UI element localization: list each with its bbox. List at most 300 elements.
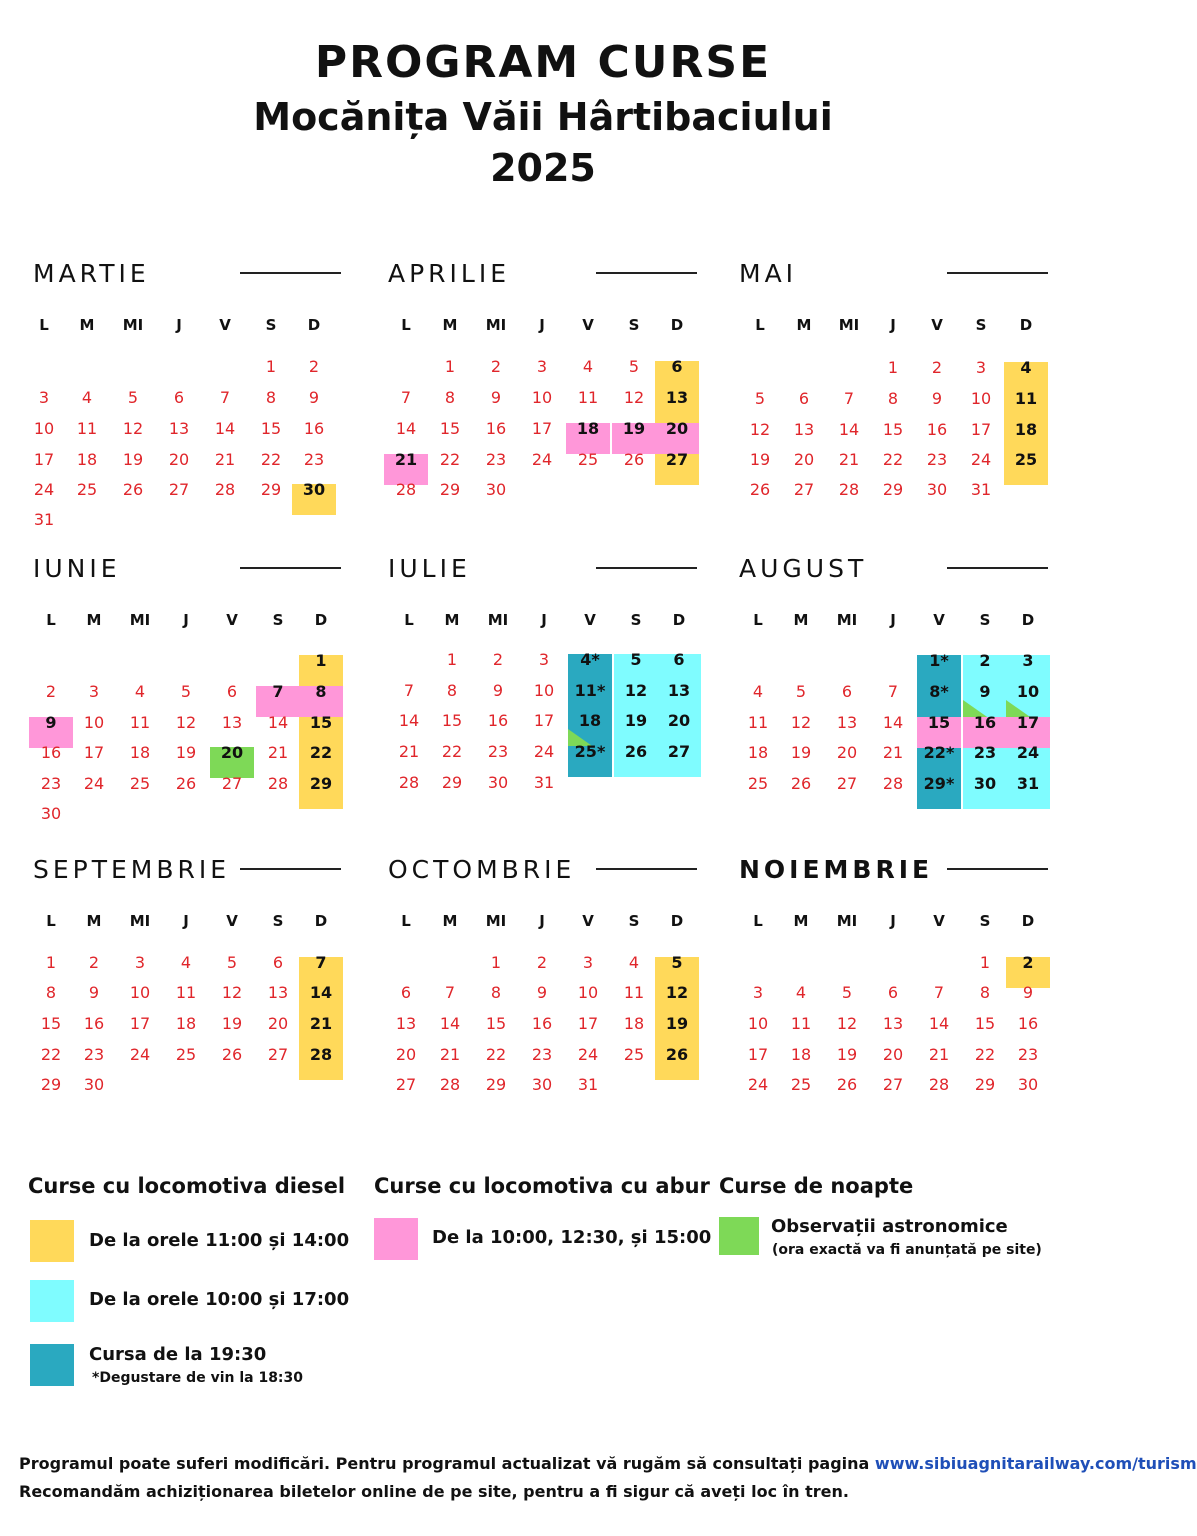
calendar-day: 16 — [1017, 1014, 1039, 1033]
calendar-day: 21 — [267, 743, 289, 762]
calendar-day: 16 — [485, 419, 507, 438]
calendar-day: 13 — [882, 1014, 904, 1033]
calendar-day: 19 — [836, 1045, 858, 1064]
weekday-label: V — [931, 316, 943, 334]
calendar-day: 25 — [623, 1045, 645, 1064]
calendar-day: 11 — [129, 713, 151, 732]
weekday-label: S — [979, 912, 991, 930]
weekday-label: J — [176, 316, 182, 334]
calendar-day: 29 — [40, 1075, 62, 1094]
calendar-day: 13 — [395, 1014, 417, 1033]
calendar-day: 2 — [492, 650, 504, 669]
calendar-day: 6 — [226, 682, 238, 701]
calendar-day: 30 — [1017, 1075, 1039, 1094]
weekday-label: MI — [122, 316, 144, 334]
weekday-label: S — [975, 316, 987, 334]
calendar-day: 3 — [1022, 651, 1034, 670]
calendar-day: 25 — [129, 774, 151, 793]
weekday-label: L — [401, 912, 411, 930]
calendar-day: 21 — [394, 450, 418, 469]
calendar-day: 5 — [795, 682, 807, 701]
calendar-day: 21 — [309, 1014, 333, 1033]
calendar-day: 30 — [973, 774, 997, 793]
calendar-day: 9 — [490, 388, 502, 407]
weekday-label: J — [890, 611, 896, 629]
calendar-day: 20 — [793, 450, 815, 469]
weekday-label: L — [401, 316, 411, 334]
calendar-day: 30 — [531, 1075, 553, 1094]
calendar-day: 21 — [214, 450, 236, 469]
calendar-day: 22* — [923, 743, 955, 762]
calendar-day: 24 — [129, 1045, 151, 1064]
calendar-day: 17 — [83, 743, 105, 762]
calendar-day: 12 — [665, 983, 689, 1002]
calendar-day: 10 — [83, 713, 105, 732]
calendar-day: 27 — [793, 480, 815, 499]
calendar-day: 28 — [838, 480, 860, 499]
calendar-day: 29 — [974, 1075, 996, 1094]
calendar-day: 12 — [790, 713, 812, 732]
calendar-day: 21 — [838, 450, 860, 469]
calendar-day: 14 — [214, 419, 236, 438]
weekday-label: MI — [129, 912, 151, 930]
calendar-day: 22 — [439, 450, 461, 469]
calendar-day: 4* — [580, 650, 600, 669]
calendar-day: 31 — [1016, 774, 1040, 793]
calendar-day: 14 — [395, 419, 417, 438]
month-name-iulie: IULIE — [388, 554, 471, 583]
calendar-day: 7 — [219, 388, 231, 407]
month-name-mai: MAI — [739, 259, 798, 288]
calendar-day: 23 — [973, 743, 997, 762]
calendar-day: 12 — [221, 983, 243, 1002]
calendar-day: 25 — [175, 1045, 197, 1064]
calendar-day: 25 — [1014, 450, 1038, 469]
weekday-label: MI — [838, 316, 860, 334]
weekday-label: V — [219, 316, 231, 334]
calendar-day: 8 — [979, 983, 991, 1002]
calendar-day: 11 — [76, 419, 98, 438]
calendar-day: 3 — [538, 650, 550, 669]
month-divider — [947, 567, 1048, 569]
calendar-day: 17 — [1016, 713, 1040, 732]
weekday-label: M — [796, 316, 812, 334]
calendar-day: 29 — [441, 773, 463, 792]
weekday-label: D — [314, 912, 328, 930]
weekday-label: L — [753, 912, 763, 930]
calendar-day: 14 — [928, 1014, 950, 1033]
calendar-day: 3 — [582, 953, 594, 972]
calendar-day: 4 — [134, 682, 146, 701]
calendar-day: 24 — [577, 1045, 599, 1064]
month-name-octombrie: OCTOMBRIE — [388, 855, 576, 884]
calendar-day: 16 — [83, 1014, 105, 1033]
calendar-day: 28 — [309, 1045, 333, 1064]
legend-swatch-diesel-midday — [30, 1220, 74, 1262]
calendar-day: 31 — [970, 480, 992, 499]
weekday-label: L — [755, 316, 765, 334]
calendar-day: 5 — [628, 357, 640, 376]
calendar-day: 2 — [536, 953, 548, 972]
calendar-day: 10 — [970, 389, 992, 408]
calendar-day: 12 — [175, 713, 197, 732]
calendar-day: 29 — [309, 774, 333, 793]
weekday-label: D — [1021, 611, 1035, 629]
calendar-day: 19 — [749, 450, 771, 469]
calendar-day: 10 — [129, 983, 151, 1002]
weekday-label: S — [630, 611, 642, 629]
calendar-day: 8 — [490, 983, 502, 1002]
weekday-label: D — [314, 611, 328, 629]
calendar-day: 8 — [315, 682, 327, 701]
calendar-day: 11 — [747, 713, 769, 732]
calendar-day: 18 — [175, 1014, 197, 1033]
calendar-day: 3 — [134, 953, 146, 972]
calendar-day: 2 — [979, 651, 991, 670]
weekday-label: V — [226, 611, 238, 629]
calendar-day: 6 — [272, 953, 284, 972]
calendar-day: 20 — [667, 711, 691, 730]
legend-swatch-night — [719, 1217, 759, 1255]
calendar-day: 19 — [624, 711, 648, 730]
calendar-day: 22 — [260, 450, 282, 469]
calendar-day: 16 — [40, 743, 62, 762]
month-name-august: AUGUST — [739, 554, 868, 583]
legend-label-diesel-midday: De la orele 11:00 și 14:00 — [89, 1230, 350, 1251]
weekday-label: V — [582, 912, 594, 930]
calendar-day: 25 — [76, 480, 98, 499]
weekday-label: V — [933, 912, 945, 930]
calendar-day: 22 — [974, 1045, 996, 1064]
calendar-day: 20 — [220, 743, 244, 762]
calendar-day: 26 — [122, 480, 144, 499]
calendar-day: 20 — [836, 743, 858, 762]
weekday-label: MI — [129, 611, 151, 629]
calendar-day: 30 — [485, 480, 507, 499]
legend-label-evening: Cursa de la 19:30 — [89, 1344, 267, 1365]
calendar-day: 9 — [45, 713, 57, 732]
calendar-day: 26 — [665, 1045, 689, 1064]
weekday-label: V — [582, 316, 594, 334]
calendar-day: 13 — [267, 983, 289, 1002]
calendar-day: 1 — [265, 357, 277, 376]
calendar-day: 29 — [882, 480, 904, 499]
calendar-day: 17 — [33, 450, 55, 469]
calendar-day: 14 — [309, 983, 333, 1002]
month-divider — [596, 868, 697, 870]
calendar-day: 9 — [1022, 983, 1034, 1002]
calendar-day: 28 — [882, 774, 904, 793]
calendar-day: 30 — [302, 480, 326, 499]
calendar-day: 20 — [168, 450, 190, 469]
calendar-day: 5 — [754, 389, 766, 408]
calendar-day: 18 — [76, 450, 98, 469]
calendar-day: 19 — [622, 419, 646, 438]
calendar-day: 28 — [439, 1075, 461, 1094]
weekday-label: L — [39, 316, 49, 334]
calendar-day: 7 — [444, 983, 456, 1002]
calendar-day: 11* — [574, 681, 606, 700]
calendar-day: 18 — [129, 743, 151, 762]
weekday-label: MI — [487, 611, 509, 629]
month-divider — [947, 868, 1048, 870]
calendar-day: 22 — [309, 743, 333, 762]
calendar-day: 13 — [836, 713, 858, 732]
month-divider — [596, 567, 697, 569]
weekday-label: L — [46, 611, 56, 629]
calendar-day: 13 — [793, 420, 815, 439]
calendar-day: 31 — [33, 510, 55, 529]
calendar-day: 11 — [1014, 389, 1038, 408]
calendar-day: 26 — [221, 1045, 243, 1064]
calendar-day: 21 — [928, 1045, 950, 1064]
legend-note-night: (ora exactă va fi anunțată pe site) — [772, 1242, 1042, 1258]
calendar-day: 24 — [533, 742, 555, 761]
calendar-day: 1 — [444, 357, 456, 376]
weekday-label: L — [404, 611, 414, 629]
calendar-day: 15 — [260, 419, 282, 438]
calendar-day: 4 — [180, 953, 192, 972]
calendar-day: 7 — [315, 953, 327, 972]
weekday-label: J — [539, 316, 545, 334]
weekday-label: MI — [485, 316, 507, 334]
calendar-day: 31 — [533, 773, 555, 792]
calendar-day: 25 — [747, 774, 769, 793]
weekday-label: V — [584, 611, 596, 629]
weekday-label: M — [793, 912, 809, 930]
calendar-day: 5 — [127, 388, 139, 407]
calendar-day: 19 — [790, 743, 812, 762]
calendar-day: 10 — [533, 681, 555, 700]
calendar-day: 6 — [400, 983, 412, 1002]
calendar-day: 15 — [485, 1014, 507, 1033]
calendar-day: 21 — [882, 743, 904, 762]
calendar-day: 7 — [887, 682, 899, 701]
month-divider — [240, 272, 341, 274]
calendar-day: 1* — [929, 651, 949, 670]
calendar-day: 12 — [122, 419, 144, 438]
calendar-day: 23 — [40, 774, 62, 793]
calendar-day: 6 — [673, 650, 685, 669]
calendar-day: 1 — [887, 358, 899, 377]
weekday-label: J — [183, 912, 189, 930]
calendar-day: 5 — [180, 682, 192, 701]
calendar-day: 26 — [175, 774, 197, 793]
legend-night-title: Curse de noapte — [719, 1174, 914, 1198]
calendar-day: 10 — [1016, 682, 1040, 701]
month-name-noiembrie: NOIEMBRIE — [739, 855, 934, 884]
calendar-day: 3 — [38, 388, 50, 407]
weekday-label: D — [670, 316, 684, 334]
calendar-day: 24 — [1016, 743, 1040, 762]
calendar-day: 6 — [671, 357, 683, 376]
calendar-day: 29* — [923, 774, 955, 793]
weekday-label: D — [307, 316, 321, 334]
calendar-day: 3 — [752, 983, 764, 1002]
calendar-day: 12 — [624, 681, 648, 700]
calendar-day: 10 — [531, 388, 553, 407]
legend-label-night: Observații astronomice — [771, 1216, 1008, 1237]
page-subtitle: Mocănița Văii Hârtibaciului — [253, 95, 833, 139]
calendar-day: 28 — [398, 773, 420, 792]
calendar-day: 2 — [88, 953, 100, 972]
calendar-day: 10 — [577, 983, 599, 1002]
weekday-label: D — [672, 611, 686, 629]
weekday-label: M — [793, 611, 809, 629]
calendar-day: 23 — [485, 450, 507, 469]
calendar-day: 3 — [536, 357, 548, 376]
calendar-day: 19 — [122, 450, 144, 469]
calendar-day: 23 — [303, 450, 325, 469]
calendar-day: 6 — [841, 682, 853, 701]
calendar-day: 2 — [931, 358, 943, 377]
calendar-day: 18 — [623, 1014, 645, 1033]
month-name-martie: MARTIE — [33, 259, 150, 288]
calendar-day: 4 — [752, 682, 764, 701]
calendar-day: 10 — [747, 1014, 769, 1033]
calendar-day: 14 — [267, 713, 289, 732]
calendar-day: 26 — [623, 450, 645, 469]
month-name-iunie: IUNIE — [33, 554, 121, 583]
calendar-day: 24 — [531, 450, 553, 469]
calendar-day: 4 — [1020, 358, 1032, 377]
calendar-day: 27 — [267, 1045, 289, 1064]
calendar-day: 8 — [265, 388, 277, 407]
weekday-label: V — [226, 912, 238, 930]
calendar-day: 21 — [439, 1045, 461, 1064]
page-title: PROGRAM CURSE — [314, 37, 772, 88]
calendar-day: 23 — [487, 742, 509, 761]
calendar-day: 14 — [882, 713, 904, 732]
calendar-day: 9 — [931, 389, 943, 408]
calendar-day: 8 — [887, 389, 899, 408]
calendar-day: 18 — [578, 711, 602, 730]
calendar-day: 11 — [623, 983, 645, 1002]
weekday-label: S — [265, 316, 277, 334]
calendar-day: 5 — [841, 983, 853, 1002]
month-divider — [240, 567, 341, 569]
calendar-day: 8* — [929, 682, 949, 701]
weekday-label: S — [272, 912, 284, 930]
calendar-day: 25* — [574, 742, 606, 761]
legend-label-diesel-morning-evening: De la orele 10:00 și 17:00 — [89, 1289, 350, 1310]
weekday-label: M — [442, 316, 458, 334]
weekday-label: S — [628, 912, 640, 930]
calendar-day: 7 — [843, 389, 855, 408]
weekday-label: M — [86, 912, 102, 930]
calendar-day: 22 — [441, 742, 463, 761]
calendar-day: 27 — [836, 774, 858, 793]
calendar-day: 24 — [747, 1075, 769, 1094]
calendar-day: 28 — [928, 1075, 950, 1094]
calendar-day: 1 — [446, 650, 458, 669]
calendar-day: 9 — [88, 983, 100, 1002]
calendar-day: 4 — [582, 357, 594, 376]
calendar-day: 8 — [45, 983, 57, 1002]
calendar-day: 10 — [33, 419, 55, 438]
legend-label-steam: De la 10:00, 12:30, și 15:00 — [432, 1227, 712, 1248]
calendar-day: 30 — [926, 480, 948, 499]
calendar-day: 28 — [214, 480, 236, 499]
calendar-day: 7 — [400, 388, 412, 407]
calendar-day: 17 — [531, 419, 553, 438]
calendar-day: 30 — [83, 1075, 105, 1094]
calendar-day: 26 — [749, 480, 771, 499]
calendar-day: 18 — [747, 743, 769, 762]
legend-diesel-title: Curse cu locomotiva diesel — [28, 1174, 346, 1198]
calendar-day: 7 — [403, 681, 415, 700]
legend-note-wine-tasting: *Degustare de vin la 18:30 — [92, 1370, 304, 1386]
footer-link[interactable]: www.sibiuagnitarailway.com/turism — [874, 1454, 1197, 1473]
calendar-day: 22 — [485, 1045, 507, 1064]
weekday-label: D — [1019, 316, 1033, 334]
weekday-label: J — [890, 316, 896, 334]
calendar-day: 19 — [665, 1014, 689, 1033]
calendar-day: 20 — [395, 1045, 417, 1064]
calendar-day: 4 — [795, 983, 807, 1002]
calendar-day: 12 — [623, 388, 645, 407]
calendar-day: 5 — [671, 953, 683, 972]
calendar-day: 17 — [129, 1014, 151, 1033]
calendar-day: 30 — [487, 773, 509, 792]
calendar-day: 18 — [1014, 420, 1038, 439]
page-year: 2025 — [490, 146, 596, 190]
calendar-day: 21 — [398, 742, 420, 761]
weekday-label: S — [272, 611, 284, 629]
weekday-label: J — [539, 912, 545, 930]
legend-swatch-diesel-morning-evening — [30, 1280, 74, 1322]
weekday-label: MI — [485, 912, 507, 930]
month-name-septembrie: SEPTEMBRIE — [33, 855, 231, 884]
calendar-day: 2 — [1022, 953, 1034, 972]
legend-steam-title: Curse cu locomotiva cu abur — [374, 1174, 710, 1198]
calendar-day: 14 — [439, 1014, 461, 1033]
calendar-day: 24 — [970, 450, 992, 469]
calendar-day: 17 — [747, 1045, 769, 1064]
legend-swatch-steam — [374, 1218, 418, 1260]
calendar-day: 3 — [975, 358, 987, 377]
calendar-day: 2 — [308, 357, 320, 376]
calendar-day: 26 — [624, 742, 648, 761]
calendar-day: 6 — [887, 983, 899, 1002]
calendar-day: 15 — [40, 1014, 62, 1033]
calendar-day: 19 — [221, 1014, 243, 1033]
calendar-day: 23 — [1017, 1045, 1039, 1064]
calendar-day: 13 — [221, 713, 243, 732]
calendar-day: 17 — [533, 711, 555, 730]
weekday-label: M — [442, 912, 458, 930]
weekday-label: J — [183, 611, 189, 629]
calendar-day: 27 — [395, 1075, 417, 1094]
calendar-day: 18 — [576, 419, 600, 438]
weekday-label: D — [1021, 912, 1035, 930]
calendar-day: 16 — [973, 713, 997, 732]
calendar-day: 25 — [790, 1075, 812, 1094]
weekday-label: V — [933, 611, 945, 629]
calendar-day: 17 — [577, 1014, 599, 1033]
calendar-day: 20 — [665, 419, 689, 438]
calendar-day: 27 — [221, 774, 243, 793]
calendar-day: 15 — [882, 420, 904, 439]
calendar-day: 29 — [485, 1075, 507, 1094]
calendar-day: 16 — [303, 419, 325, 438]
calendar-day: 29 — [260, 480, 282, 499]
calendar-day: 24 — [33, 480, 55, 499]
calendar-day: 11 — [577, 388, 599, 407]
calendar-day: 27 — [882, 1075, 904, 1094]
footer-text-1: Programul poate suferi modificări. Pentru programul actualizat vă rugăm să consultați pagina — [19, 1454, 870, 1473]
calendar-day: 5 — [226, 953, 238, 972]
